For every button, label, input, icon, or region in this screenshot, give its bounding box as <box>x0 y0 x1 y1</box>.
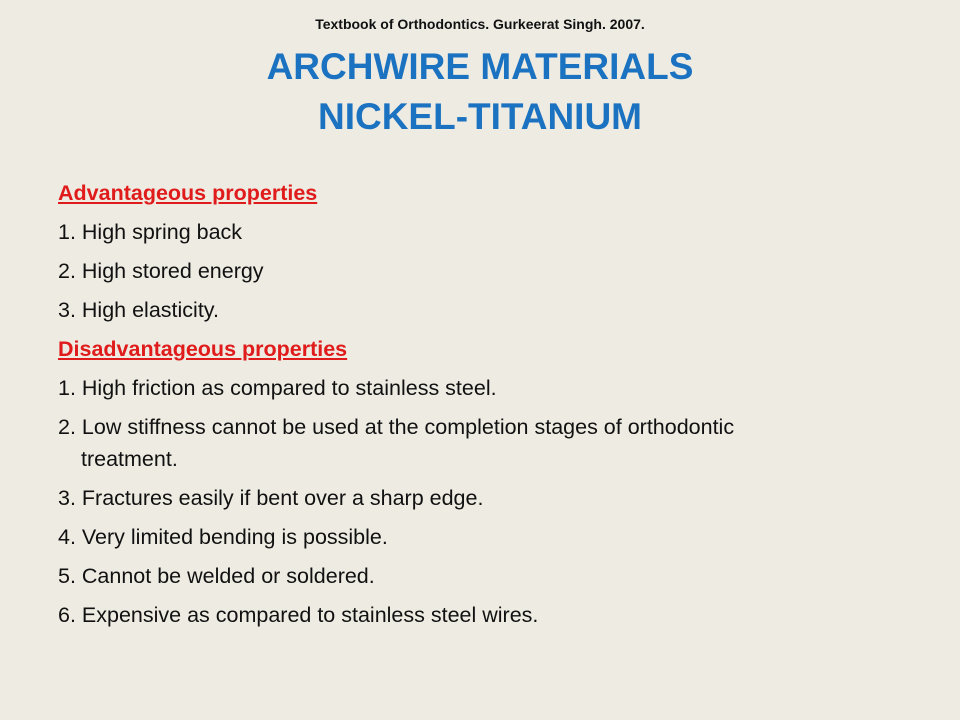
disadvantage-item-line: 2. Low stiffness cannot be used at the completion stages of orthodontic <box>58 415 735 439</box>
title-line-2: NICKEL-TITANIUM <box>317 96 643 137</box>
slide-title <box>0 42 960 142</box>
advantage-item: 1. High spring back <box>58 220 243 244</box>
title-line-1: ARCHWIRE MATERIALS <box>266 46 694 87</box>
disadvantage-item: 5. Cannot be welded or soldered. <box>58 564 375 588</box>
advantage-item: 2. High stored energy <box>58 259 264 283</box>
disadvantage-item-continuation: treatment. <box>81 447 178 471</box>
disadvantage-item: 4. Very limited bending is possible. <box>58 525 388 549</box>
disadvantage-item <box>58 408 898 479</box>
slide-body <box>58 174 898 635</box>
disadvantage-item: 3. Fractures easily if bent over a sharp edge. <box>58 486 484 510</box>
source-citation: Textbook of Orthodontics. Gurkeerat Singh. 2007. <box>315 16 645 32</box>
disadvantage-item: 1. High friction as compared to stainless steel. <box>58 376 497 400</box>
advantages-heading: Advantageous properties <box>58 181 318 205</box>
disadvantage-item: 6. Expensive as compared to stainless steel wires. <box>58 603 539 627</box>
advantage-item: 3. High elasticity. <box>58 298 219 322</box>
disadvantages-heading: Disadvantageous properties <box>58 337 348 361</box>
